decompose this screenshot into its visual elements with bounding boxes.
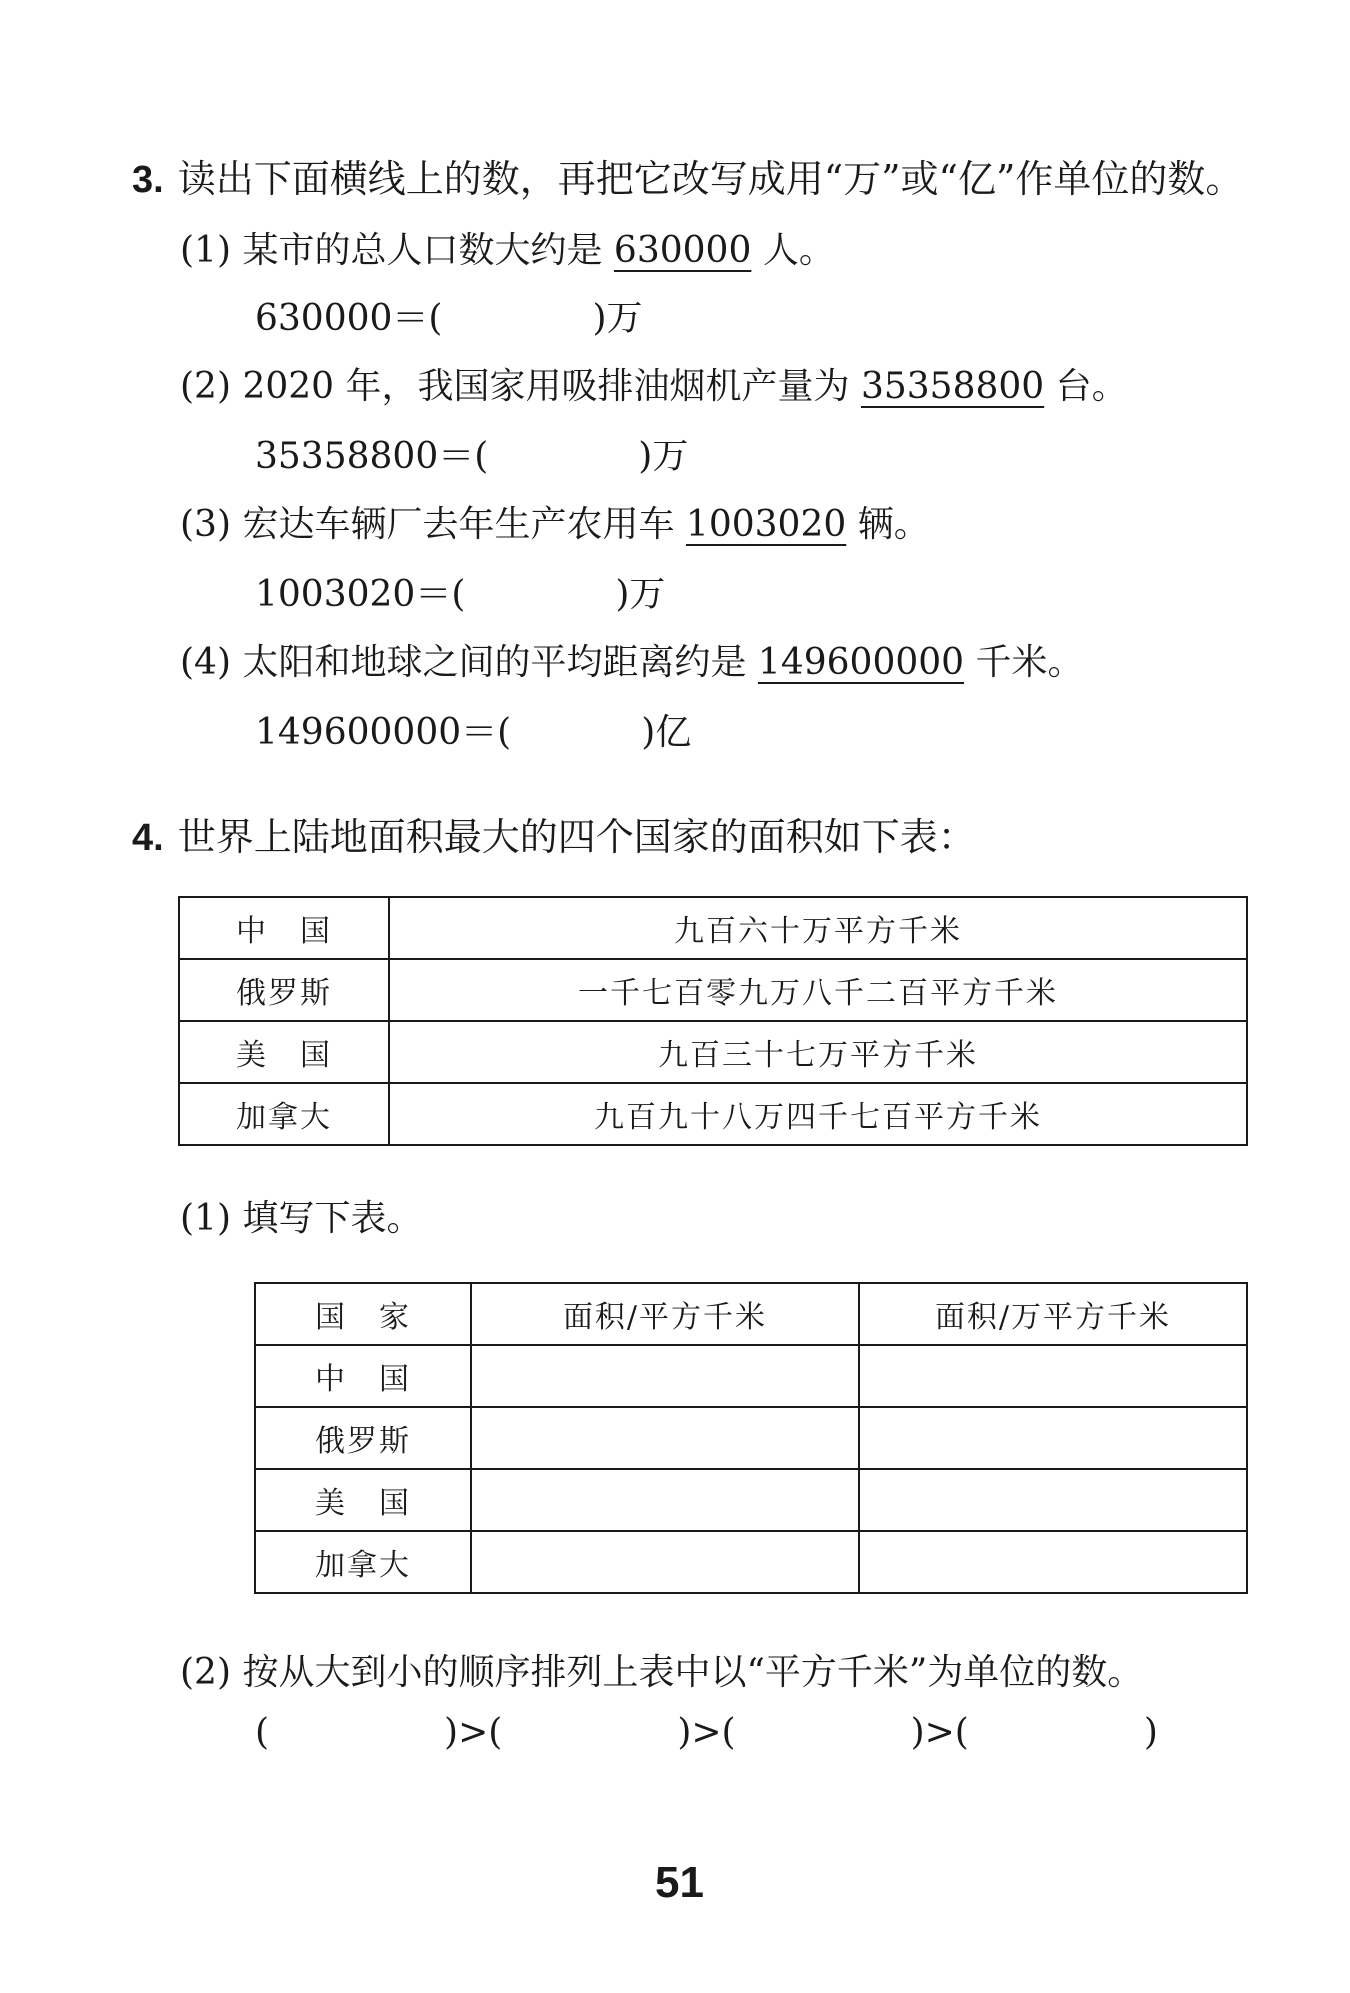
row-country: 美 国 — [255, 1469, 471, 1531]
q4-title-text: 世界上陆地面积最大的四个国家的面积如下表： — [177, 815, 976, 859]
q3-item-3-post: 辆。 — [857, 504, 930, 545]
part-2-label: (2) — [180, 1652, 231, 1693]
area-cell: 九百三十七万平方千米 — [389, 1021, 1247, 1083]
q3-item-4-pre: 太阳和地球之间的平均距离约是 — [242, 642, 747, 683]
q3-item-3-pre: 宏达车辆厂去年生产农用车 — [242, 504, 675, 545]
order-paren: ) — [1143, 1712, 1158, 1753]
q3-item-1-equation — [255, 290, 643, 341]
q3-item-2 — [180, 358, 1128, 409]
q4-number: 4. — [132, 817, 164, 859]
area-cell: 一千七百零九万八千二百平方千米 — [389, 959, 1247, 1021]
q3-item-4-number: 149600000 — [757, 642, 965, 683]
part-2-text: 按从大到小的顺序排列上表中以“平方千米”为单位的数。 — [242, 1652, 1144, 1693]
answer-cell[interactable] — [471, 1345, 859, 1407]
order-separator: )>( — [910, 1712, 969, 1753]
eq-left: 1003020＝( — [255, 574, 466, 615]
q4-part-1 — [180, 1190, 422, 1241]
table-row — [255, 1345, 1247, 1407]
part-1-label: (1) — [180, 1198, 231, 1239]
answer-cell[interactable] — [471, 1407, 859, 1469]
q3-item-4-post: 千米。 — [975, 642, 1084, 683]
q3-item-2-number: 35358800 — [860, 366, 1045, 407]
q3-item-2-post: 台。 — [1055, 366, 1128, 407]
order-answer-row — [255, 1712, 1158, 1753]
country-cell: 俄罗斯 — [179, 959, 389, 1021]
q3-title — [132, 148, 1243, 203]
q3-item-4 — [180, 634, 1084, 685]
answer-cell[interactable] — [859, 1407, 1247, 1469]
answer-cell[interactable] — [859, 1531, 1247, 1593]
eq-right: )亿 — [641, 712, 692, 753]
row-country: 加拿大 — [255, 1531, 471, 1593]
order-paren: ( — [255, 1712, 270, 1753]
row-country: 俄罗斯 — [255, 1407, 471, 1469]
country-cell: 加拿大 — [179, 1083, 389, 1145]
table-row — [179, 1021, 1247, 1083]
q3-item-1-number: 630000 — [613, 230, 752, 271]
table-row — [255, 1531, 1247, 1593]
q3-item-3-label: (3) — [180, 504, 231, 545]
q3-item-4-label: (4) — [180, 642, 231, 683]
q3-item-1-label: (1) — [180, 230, 231, 271]
q3-number: 3. — [132, 159, 164, 201]
header-area-10k-km2: 面积/万平方千米 — [859, 1283, 1247, 1345]
header-country: 国 家 — [255, 1283, 471, 1345]
eq-left: 35358800＝( — [255, 436, 489, 477]
order-separator: )>( — [444, 1712, 503, 1753]
eq-right: )万 — [592, 298, 643, 339]
table-row — [255, 1407, 1247, 1469]
eq-right: )万 — [615, 574, 666, 615]
answer-cell[interactable] — [859, 1345, 1247, 1407]
fill-table — [254, 1282, 1248, 1594]
answer-cell[interactable] — [859, 1469, 1247, 1531]
q3-item-2-label: (2) — [180, 366, 231, 407]
eq-right: )万 — [638, 436, 689, 477]
table-row — [179, 1083, 1247, 1145]
part-1-text: 填写下表。 — [242, 1198, 423, 1239]
q3-title-text: 读出下面横线上的数，再把它改写成用“万”或“亿”作单位的数。 — [177, 157, 1244, 201]
table-row — [179, 959, 1247, 1021]
eq-left: 630000＝( — [255, 298, 443, 339]
country-cell: 美 国 — [179, 1021, 389, 1083]
area-table — [178, 896, 1248, 1146]
q3-item-1-pre: 某市的总人口数大约是 — [242, 230, 603, 271]
q4-part-2 — [180, 1644, 1143, 1695]
q3-item-2-pre: 2020 年，我国家用吸排油烟机产量为 — [242, 366, 850, 407]
header-area-km2: 面积/平方千米 — [471, 1283, 859, 1345]
table-row — [179, 897, 1247, 959]
q3-item-3-equation — [255, 566, 665, 617]
q3-item-3-number: 1003020 — [685, 504, 847, 545]
answer-cell[interactable] — [471, 1531, 859, 1593]
country-cell: 中 国 — [179, 897, 389, 959]
q3-item-1-post: 人。 — [762, 230, 835, 271]
q3-item-1 — [180, 222, 835, 273]
area-cell: 九百六十万平方千米 — [389, 897, 1247, 959]
table-header-row — [255, 1283, 1247, 1345]
q3-item-2-equation — [255, 428, 688, 479]
q3-item-3 — [180, 496, 930, 547]
order-separator: )>( — [677, 1712, 736, 1753]
row-country: 中 国 — [255, 1345, 471, 1407]
area-cell: 九百九十八万四千七百平方千米 — [389, 1083, 1247, 1145]
eq-left: 149600000＝( — [255, 712, 512, 753]
page-number: 51 — [655, 1858, 704, 1907]
answer-cell[interactable] — [471, 1469, 859, 1531]
q4-title — [132, 806, 976, 861]
table-row — [255, 1469, 1247, 1531]
q3-item-4-equation — [255, 704, 691, 755]
